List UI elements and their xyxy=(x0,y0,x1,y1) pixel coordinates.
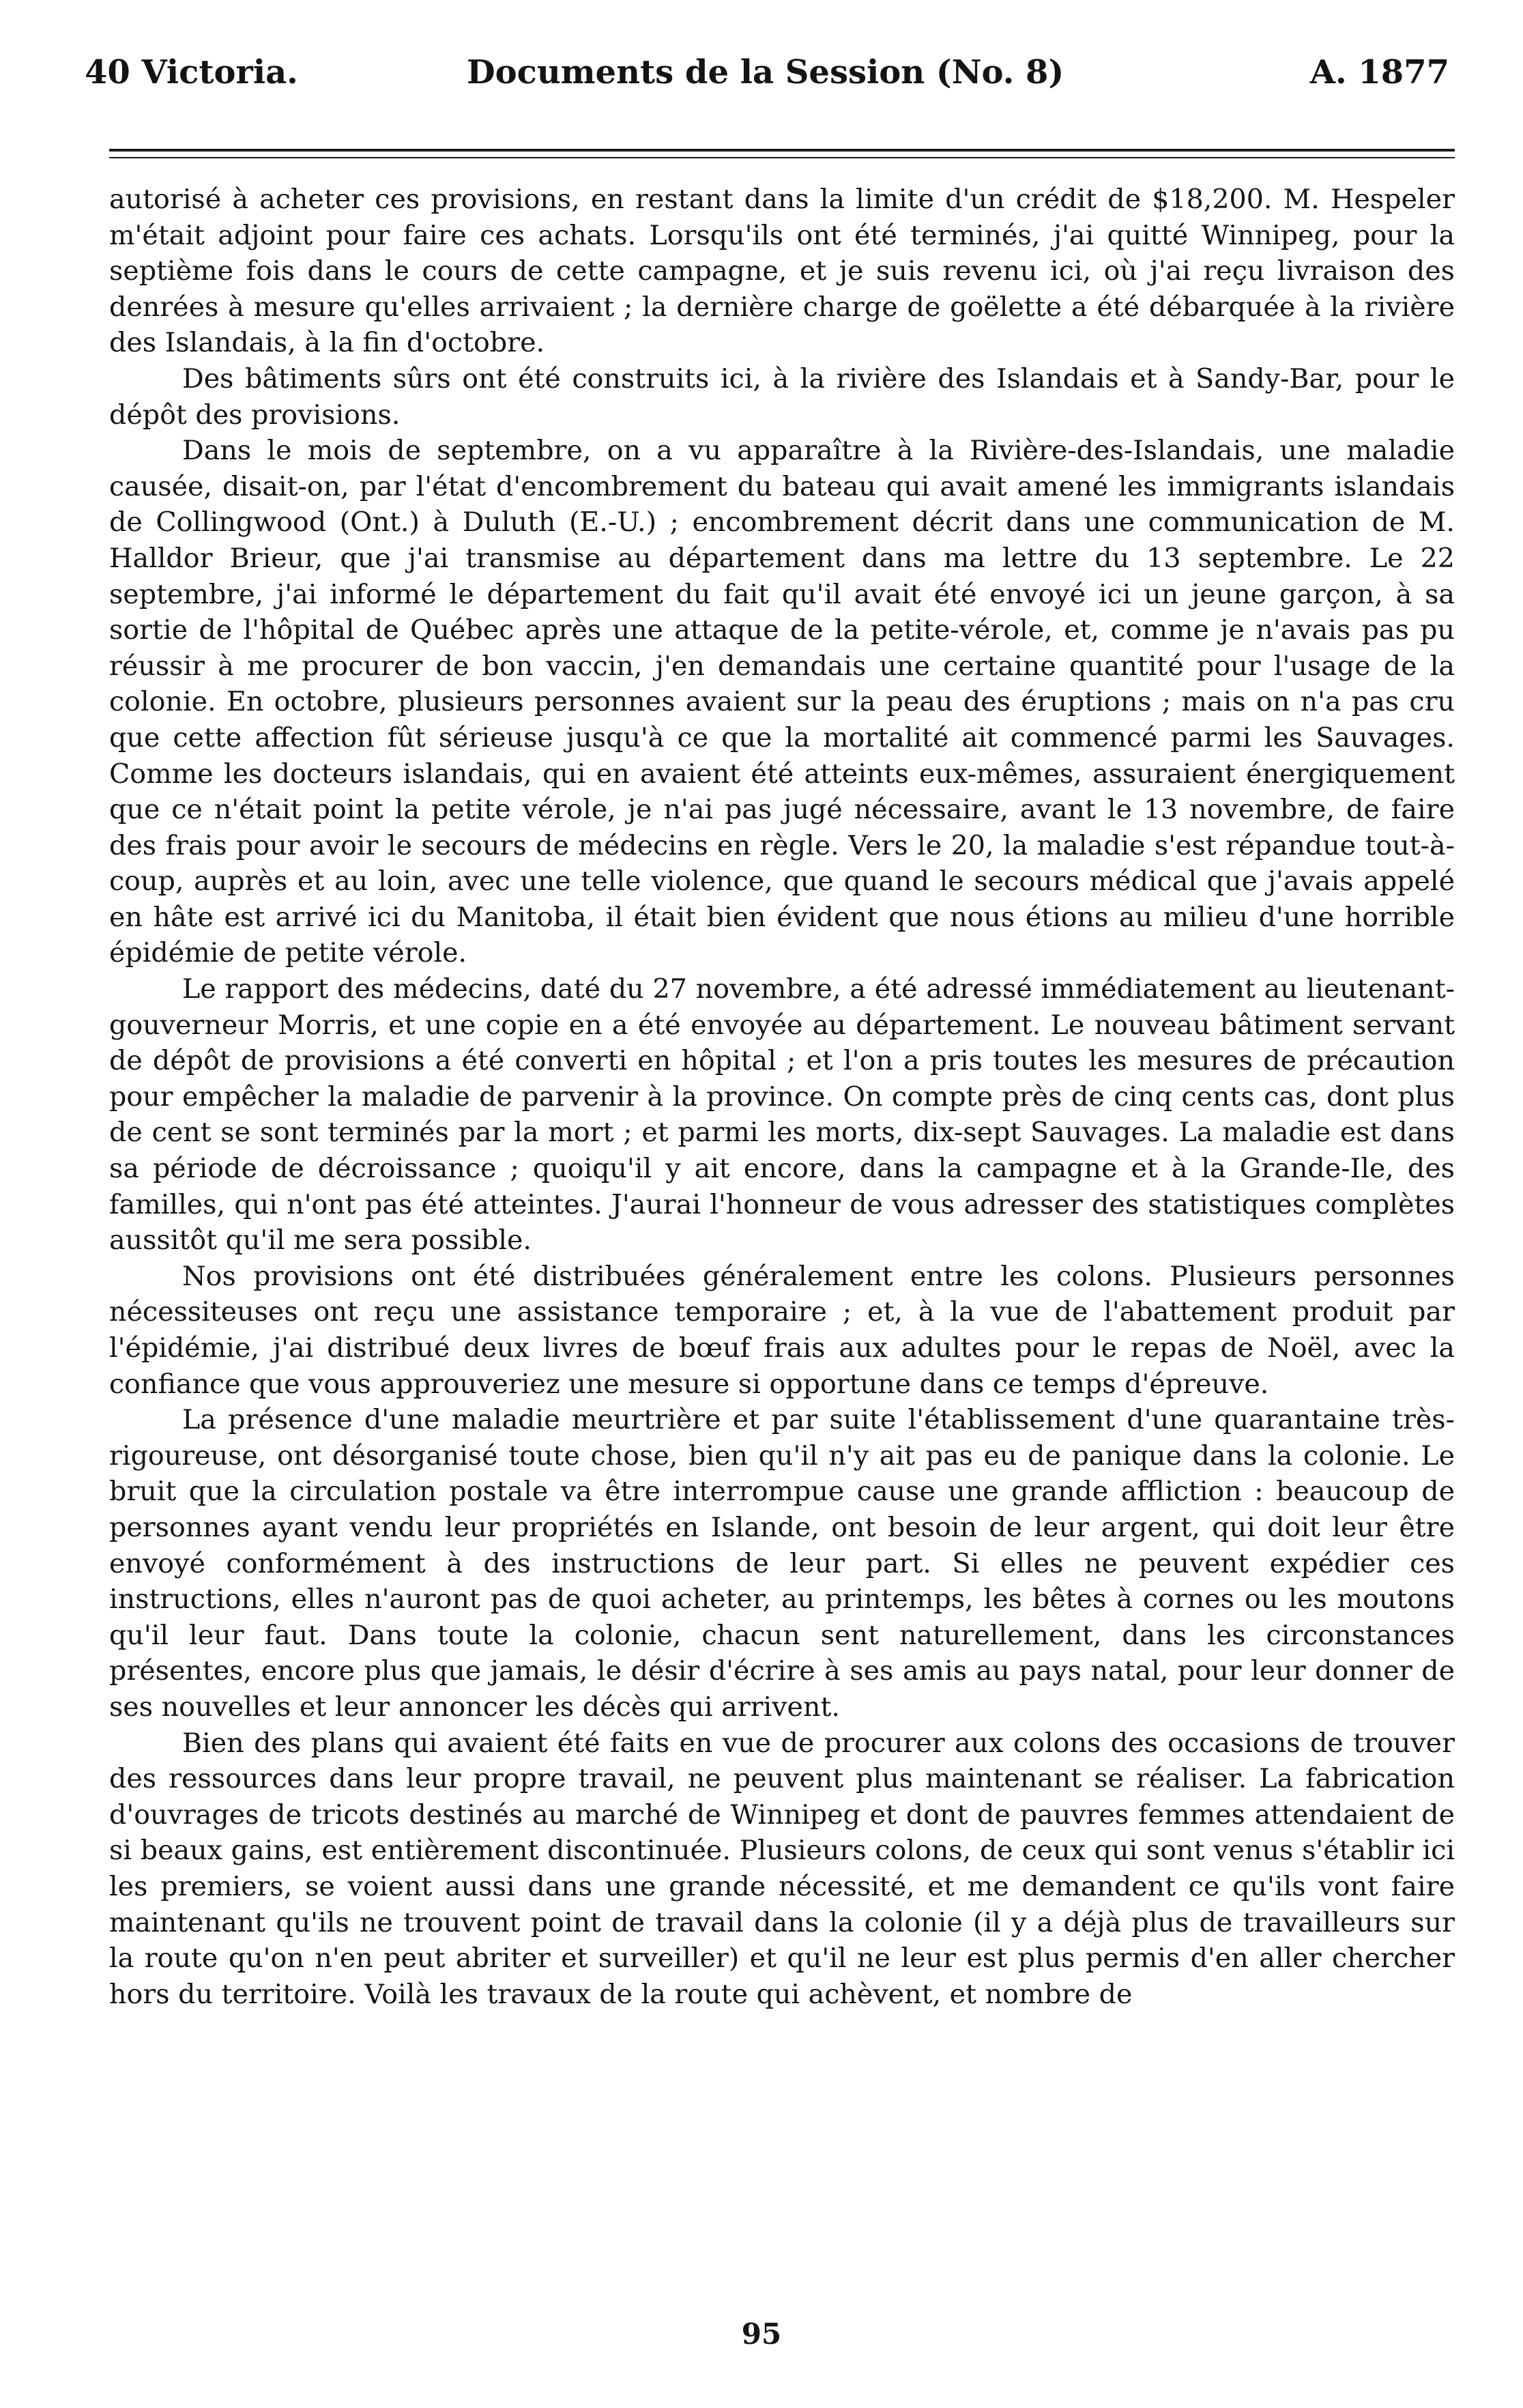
paragraph-continuation: autorisé à acheter ces provisions, en restant dans la limite d'un crédit de $18,200. M. Hespeler m'était adjoint pour faire ces achats. Lorsqu'ils ont été terminés, j'ai quitté Winnipeg, pour la septième fois dans le cours de cette campagne, et je suis revenu ici, où j'ai reçu livraison des denrées à mesure qu'elles arrivaient ; la dernière charge de goëlette a été débarquée à la rivière des Islandais, à la fin d'octobre. xyxy=(109,184,1455,359)
header-rule-thick xyxy=(109,149,1455,152)
header-year: A. 1877 xyxy=(1309,53,1449,91)
header-rule-thin xyxy=(109,157,1455,158)
running-header xyxy=(85,53,1449,121)
page-number: 95 xyxy=(741,2317,782,2351)
header-volume: 40 Victoria. xyxy=(85,53,298,91)
paragraph: Des bâtiments sûrs ont été construits ici, à la rivière des Islandais et à Sandy-Bar, pour le dépôt des provisions. xyxy=(109,362,1455,431)
paragraph: Bien des plans qui avaient été faits en vue de procurer aux colons des occasions de trouver des ressources dans leur propre travail, ne peuvent plus maintenant se réaliser. La fabrication d'ouvrages de tricots destinés au marché de Winnipeg et dont de pauvres femmes attendaient de si beaux gains, est entièrement discontinuée. Plusieurs colons, de ceux qui sont venus s'établir ici les premiers, se voient aussi dans une grande nécessité, et me demandent ce qu'ils vont faire maintenant qu'ils ne trouvent point de travail dans la colonie (il y a déjà plus de travailleurs sur la route qu'on n'en peut abriter et surveiller) et qu'il ne leur est plus permis d'en aller chercher hors du territoire. Voilà les travaux de la route qui achèvent, et nombre de xyxy=(109,1727,1455,2010)
paragraph: Le rapport des médecins, daté du 27 novembre, a été adressé immédiatement au lieutenant-gouverneur Morris, et une copie en a été envoyée au département. Le nouveau bâtiment servant de dépôt de provisions a été converti en hôpital ; et l'on a pris toutes les mesures de précaution pour empêcher la maladie de parvenir à la province. On compte près de cinq cents cas, dont plus de cent se sont terminés par la mort ; et parmi les morts, dix-sept Sauvages. La maladie est dans sa période de décroissance ; quoiqu'il y ait encore, dans la campagne et à la Grande-Ile, des familles, qui n'ont pas été atteintes. J'aurai l'honneur de vous adresser des statistiques complètes aussitôt qu'il me sera possible. xyxy=(109,973,1455,1257)
header-title: Documents de la Session (No. 8) xyxy=(467,53,1064,91)
body-text xyxy=(109,182,1455,2012)
paragraph: La présence d'une maladie meurtrière et par suite l'établissement d'une quarantaine très-rigoureuse, ont désorganisé toute chose, bien qu'il n'y ait pas eu de panique dans la colonie. Le bruit que la circulation postale va être interrompue cause une grande affliction : beaucoup de personnes ayant vendu leur propriétés en Islande, ont besoin de leur argent, qui doit leur être envoyé conformément à des instructions de leur part. Si elles ne peuvent expédier ces instructions, elles n'auront pas de quoi acheter, au printemps, les bêtes à cornes ou les moutons qu'il leur faut. Dans toute la colonie, chacun sent naturellement, dans les circonstances présentes, encore plus que jamais, le désir d'écrire à ses amis au pays natal, pour leur donner de ses nouvelles et leur annoncer les décès qui arrivent. xyxy=(109,1404,1455,1723)
paragraph: Dans le mois de septembre, on a vu apparaître à la Rivière-des-Islandais, une maladie causée, disait-on, par l'état d'encombrement du bateau qui avait amené les immigrants islandais de Collingwood (Ont.) à Duluth (E.-U.) ; encombrement décrit dans une communication de M. Halldor Brieur, que j'ai transmise au département dans ma lettre du 13 septembre. Le 22 septembre, j'ai informé le département du fait qu'il avait été envoyé ici un jeune garçon, à sa sortie de l'hôpital de Québec après une attaque de la petite-vérole, et, comme je n'avais pas pu réussir à me procurer de bon vaccin, j'en demandais une certaine quantité pour l'usage de la colonie. En octobre, plusieurs personnes avaient sur la peau des éruptions ; mais on n'a pas cru que cette affection fût sérieuse jusqu'à ce que la mortalité ait commencé parmi les Sauvages. Comme les docteurs islandais, qui en avaient été atteints eux-mêmes, assuraient énergiquement que ce n'était point la petite vérole, je n'ai pas jugé nécessaire, avant le 13 novembre, de faire des frais pour avoir le secours de médecins en règle. Vers le 20, la maladie s'est répandue tout-à-coup, auprès et au loin, avec une telle violence, que quand le secours médical que j'avais appelé en hâte est arrivé ici du Manitoba, il était bien évident que nous étions au milieu d'une horrible épidémie de petite vérole. xyxy=(109,435,1455,969)
paragraph: Nos provisions ont été distribuées généralement entre les colons. Plusieurs personnes nécessiteuses ont reçu une assistance temporaire ; et, à la vue de l'abattement produit par l'épidémie, j'ai distribué deux livres de bœuf frais aux adultes pour le repas de Noël, avec la confiance que vous approuveriez une mesure si opportune dans ce temps d'épreuve. xyxy=(109,1260,1455,1400)
